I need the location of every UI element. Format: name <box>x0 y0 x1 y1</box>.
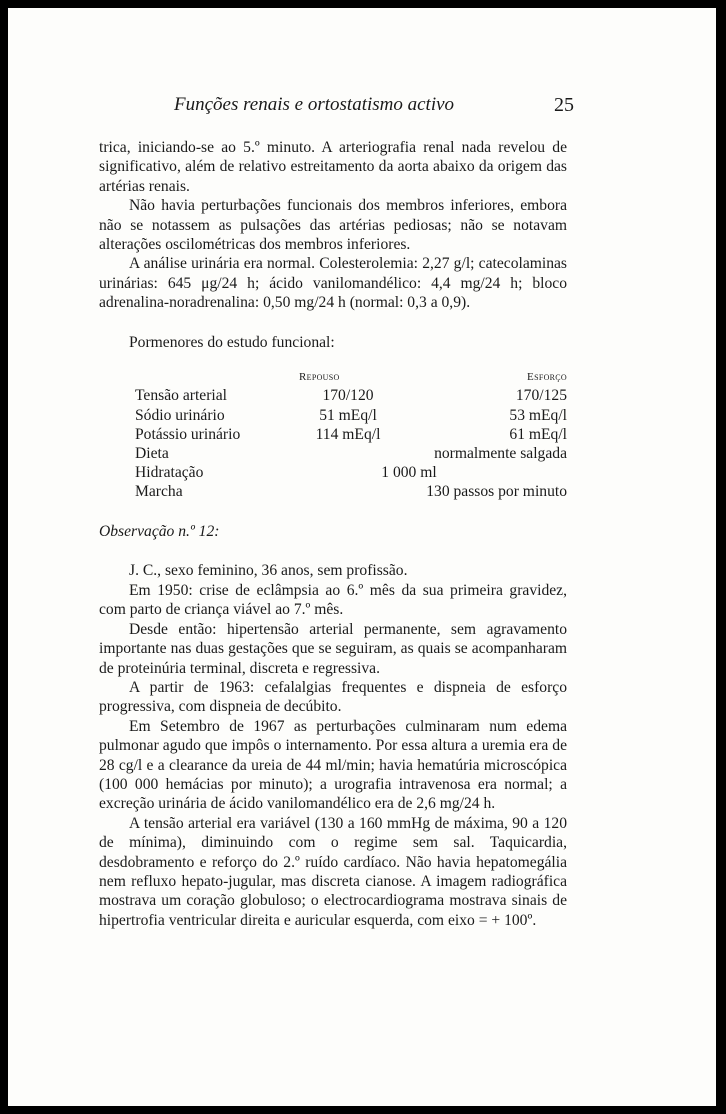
table-row <box>99 425 567 445</box>
paragraph: J. C., sexo feminino, 36 anos, sem profissão. <box>129 562 408 580</box>
shared-value: 1 000 ml <box>381 464 437 482</box>
table-row <box>99 444 567 464</box>
row-label: Dieta <box>135 445 169 463</box>
table-row <box>99 406 567 426</box>
shared-value: 130 passos por minuto <box>426 483 567 501</box>
row-label: Marcha <box>135 483 183 501</box>
rest-value: 170/120 <box>322 387 374 405</box>
effort-value: 170/125 <box>515 387 567 405</box>
table-row <box>99 463 567 483</box>
paragraph: Em 1950: crise de eclâmpsia ao 6.º mês da sua primeira gravidez, com parto de criança viável ao 7.º mês. <box>99 581 567 619</box>
paragraph: Desde então: hipertensão arterial permanente, sem agravamento importante nas duas gestações que se seguiram, as quais se acompanharam de proteinúria terminal, discreta e regressiva. <box>99 620 567 677</box>
column-header-effort: Esforço <box>527 371 567 384</box>
effort-value: 61 mEq/l <box>509 426 567 444</box>
paragraph: A análise urinária era normal. Colesterolemia: 2,27 g/l; catecolaminas urinárias: 645 μg/24 h; ácido vanilomandélico: 4,4 mg/24 h; bloco adrenalina-noradrenalina: 0,50 mg/24 h (normal: 0,3 a 0,9). <box>99 255 567 312</box>
page-header <box>174 94 574 122</box>
paragraph: A partir de 1963: cefalalgias frequentes e dispneia de esforço progressiva, com dispneia de decúbito. <box>99 678 567 716</box>
table-intro: Pormenores do estudo funcional: <box>129 333 335 351</box>
shared-value: normalmente salgada <box>434 445 567 463</box>
document-page <box>8 8 716 1106</box>
running-title: Funções renais e ortostatismo activo <box>174 94 455 115</box>
row-label: Tensão arterial <box>135 387 227 405</box>
column-header-rest: Repouso <box>299 371 340 384</box>
table-row <box>99 386 567 406</box>
rest-value: 114 mEq/l <box>315 426 381 444</box>
observation-title: Observação n.º 12: <box>99 523 220 541</box>
paragraph: trica, iniciando-se ao 5.º minuto. A arteriografia renal nada revelou de significativo, além de relativo estreitamento da aorta abaixo da origem das artérias renais. <box>99 139 567 195</box>
paragraph: A tensão arterial era variável (130 a 160 mmHg de máxima, 90 a 120 de mínima), diminuindo com o regime sem sal. Taquicardia, desdobramento e reforço do 2.º ruído cardíaco. Não havia hepatomegália nem refluxo hepato-jugular, mas discreta cianose. A imagem radiográfica mostrava um coração globuloso; o electrocardiograma mostrava sinais de hipertrofia ventricular direita e auricular esquerda, com eixo = + 100º. <box>99 814 567 929</box>
rest-value: 51 mEq/l <box>319 407 377 425</box>
paragraph: Em Setembro de 1967 as perturbações culminaram num edema pulmonar agudo que impôs o internamento. Por essa altura a uremia era de 28 cg/l e a clearance da ureia de 44 ml/min; havia hematúria microscópica (100 000 hemácias por minuto); a urografia intravenosa era normal; a excreção urinária de ácido vanilomandélico era de 2,6 mg/24 h. <box>99 717 567 813</box>
effort-value: 53 mEq/l <box>509 407 567 425</box>
row-label: Hidratação <box>135 464 204 482</box>
body-text <box>99 138 567 930</box>
row-label: Sódio urinário <box>135 407 225 425</box>
table-row <box>99 482 567 502</box>
page-number: 25 <box>554 94 574 116</box>
function-study-table <box>99 368 567 500</box>
paragraph: Não havia perturbações funcionais dos membros inferiores, embora não se notassem as pulsações das artérias pediosas; não se notavam alterações oscilométricas dos membros inferiores. <box>99 197 567 254</box>
row-label: Potássio urinário <box>135 426 241 444</box>
